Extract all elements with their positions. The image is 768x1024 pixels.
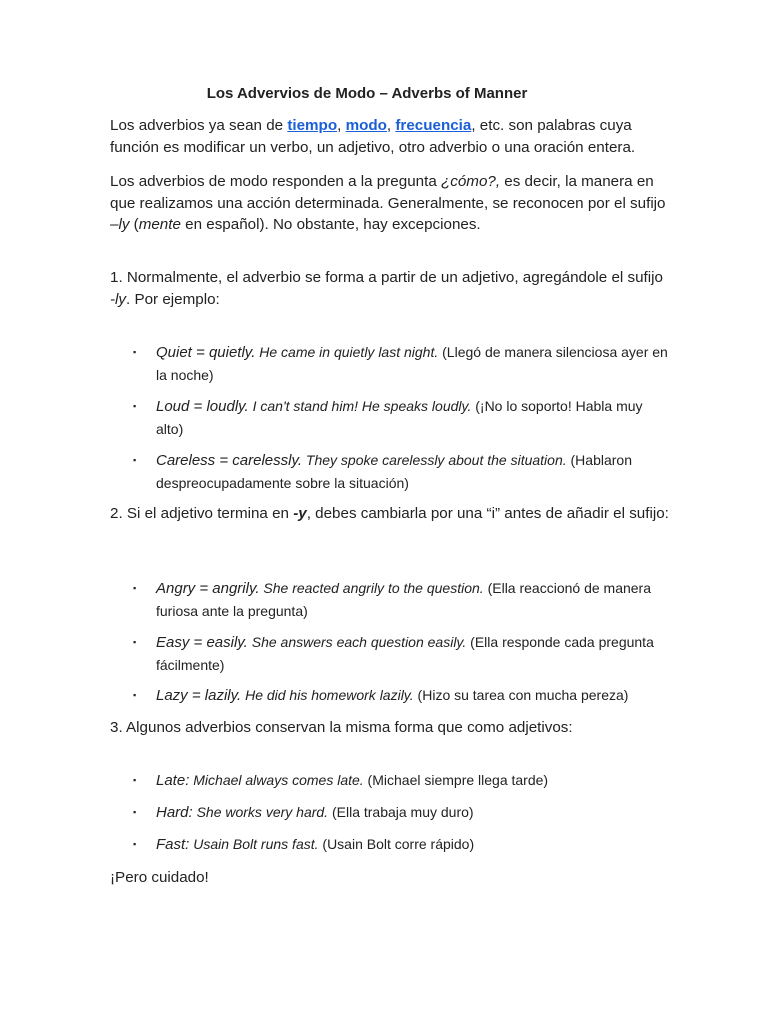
- link-tiempo[interactable]: tiempo: [287, 117, 338, 134]
- bullet-icon: ▪: [133, 401, 137, 411]
- text-span: 1. Normalmente, el adverbio se forma a partir de un adjetivo, agregándole el sufijo: [110, 269, 663, 286]
- text-span: ,: [337, 117, 346, 134]
- item-example: He did his homework lazily.: [241, 687, 414, 703]
- bullet-icon: ▪: [133, 637, 137, 647]
- item-translation: (Michael siempre llega tarde): [363, 772, 549, 788]
- item-translation: (Ella reaccionó de manera furiosa ante la pregunta): [156, 580, 651, 619]
- list-item: [133, 395, 673, 440]
- list-item: [133, 449, 673, 494]
- item-term: Hard:: [156, 804, 193, 821]
- bullet-icon: ▪: [133, 347, 137, 357]
- intro-paragraph-2: [110, 171, 670, 236]
- text-span: es decir, la manera en que realizamos una acción determinada. Generalmente, se reconocen por el sufijo: [110, 173, 666, 212]
- suffix-text: –ly: [110, 216, 130, 233]
- closing-text: ¡Pero cuidado!: [110, 869, 209, 886]
- list-item: [133, 631, 673, 676]
- item-example: She works very hard.: [192, 804, 329, 820]
- list-item: [133, 341, 673, 386]
- item-example: They spoke carelessly about the situation.: [302, 452, 567, 468]
- item-term: Easy = easily.: [156, 634, 248, 651]
- bullet-icon: ▪: [133, 775, 137, 785]
- question-text: ¿cómo?,: [440, 173, 501, 190]
- item-term: Angry = angrily.: [156, 580, 260, 597]
- suffix-text: -y: [293, 505, 307, 522]
- item-term: Careless = carelessly.: [156, 452, 303, 469]
- intro-paragraph-1: [110, 115, 670, 158]
- text-span: en español). No obstante, hay excepciones.: [180, 216, 481, 233]
- list-item: [133, 769, 673, 792]
- page-title: Los Advervios de Modo – Adverbs of Manner: [206, 85, 528, 102]
- text-span: . Por ejemplo:: [126, 290, 220, 308]
- item-translation: (Usain Bolt corre rápido): [318, 836, 475, 852]
- item-translation: (Ella trabaja muy duro): [328, 804, 474, 820]
- item-term: Fast:: [156, 836, 190, 853]
- link-frecuencia[interactable]: frecuencia: [395, 117, 472, 134]
- text-span: Los adverbios ya sean de: [110, 117, 288, 134]
- item-term: Late:: [156, 772, 190, 789]
- section1-heading: [110, 267, 670, 310]
- bullet-icon: ▪: [133, 690, 137, 700]
- bullet-icon: ▪: [133, 807, 137, 817]
- list-item: [133, 684, 673, 707]
- item-example: He came in quietly last night.: [255, 344, 439, 360]
- bullet-icon: ▪: [133, 583, 137, 593]
- item-translation: (Hizo su tarea con mucha pereza): [413, 687, 629, 703]
- item-term: Loud = loudly.: [156, 398, 249, 415]
- item-example: She reacted angrily to the question.: [259, 580, 484, 596]
- item-translation: (Llegó de manera silenciosa ayer en la noche): [156, 344, 668, 383]
- item-example: I can't stand him! He speaks loudly.: [248, 398, 472, 414]
- bullet-icon: ▪: [133, 455, 137, 465]
- link-modo[interactable]: modo: [345, 117, 387, 134]
- text-span: ,: [386, 117, 396, 134]
- item-translation: (Ella responde cada pregunta fácilmente): [156, 634, 654, 673]
- list-item: [133, 577, 673, 622]
- section3-heading: 3. Algunos adverbios conservan la misma forma que como adjetivos:: [110, 719, 573, 736]
- text-span: , debes cambiarla por una “i” antes de añadir el sufijo:: [306, 505, 669, 522]
- item-term: Lazy = lazily.: [156, 687, 242, 704]
- text-span: 2. Si el adjetivo termina en: [110, 505, 294, 522]
- mente-text: mente: [138, 216, 181, 233]
- list-item: [133, 801, 673, 824]
- item-example: She answers each question easily.: [247, 634, 467, 650]
- bullet-icon: ▪: [133, 839, 137, 849]
- item-translation: (¡No lo soporto! Habla muy alto): [156, 398, 643, 437]
- item-term: Quiet = quietly.: [156, 344, 256, 361]
- suffix-text: -ly: [110, 290, 127, 308]
- list-item: [133, 833, 673, 856]
- item-example: Michael always comes late.: [189, 772, 364, 788]
- text-span: (: [129, 216, 139, 233]
- item-translation: (Hablaron despreocupadamente sobre la situación): [156, 452, 632, 491]
- item-example: Usain Bolt runs fast.: [189, 836, 319, 852]
- text-span: , etc. son palabras cuya función es modificar un verbo, un adjetivo, otro adverbio o una oración entera.: [110, 117, 636, 156]
- section2-heading: [110, 503, 670, 525]
- text-span: Los adverbios de modo responden a la pregunta: [110, 173, 441, 190]
